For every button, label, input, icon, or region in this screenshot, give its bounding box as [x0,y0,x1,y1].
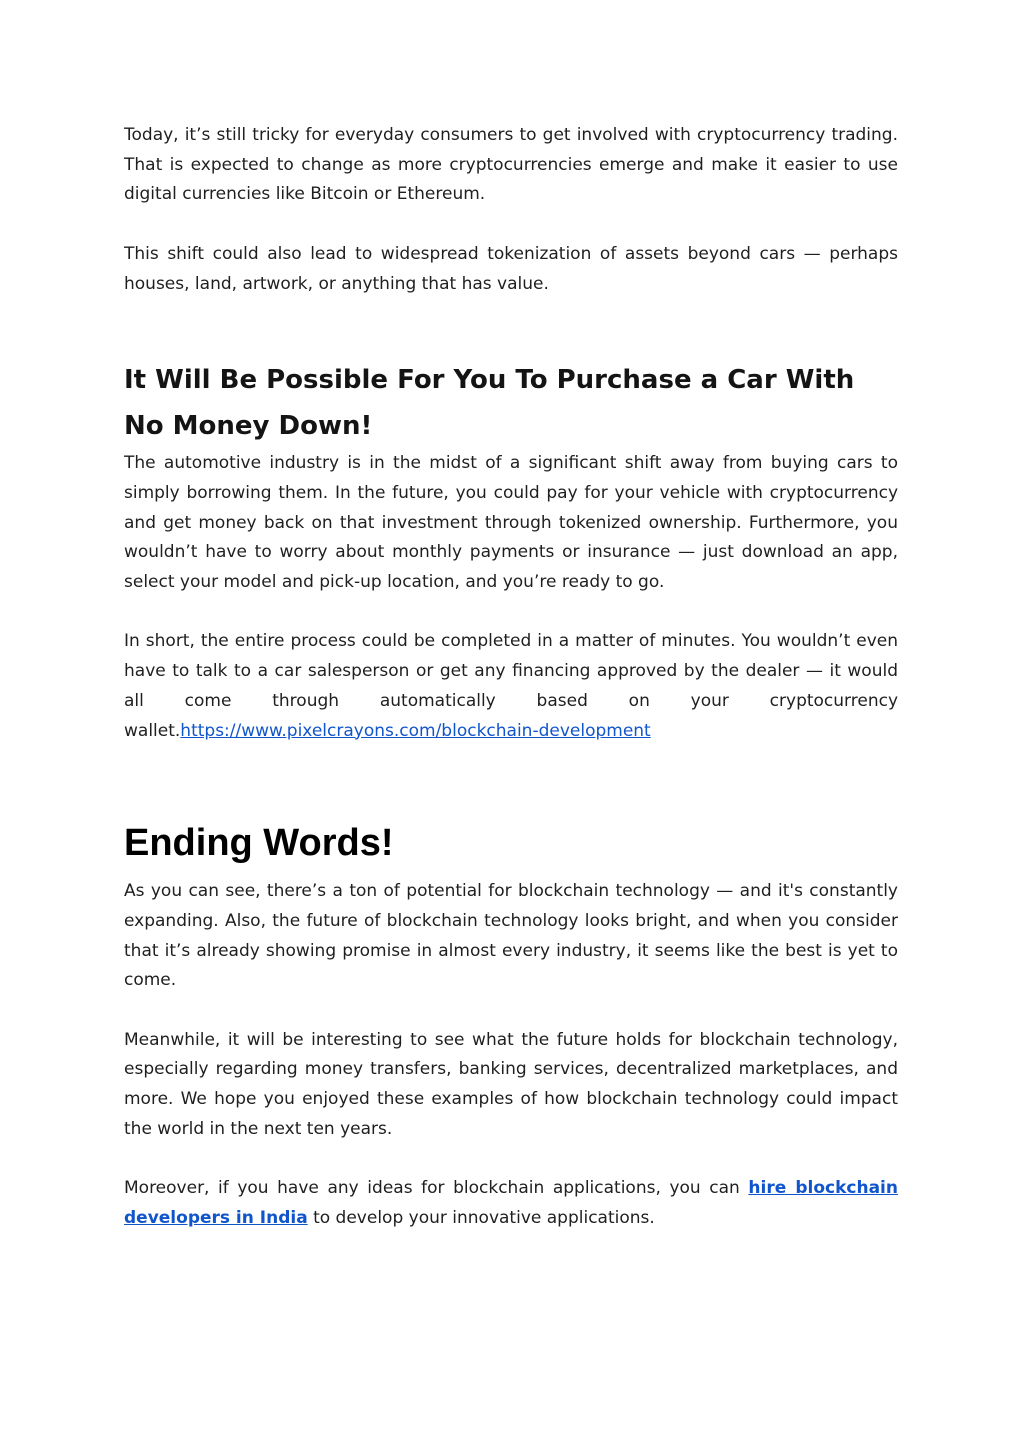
intro-paragraph-2: This shift could also lead to widespread tokenization of assets beyond cars — perhaps houses, land, artwork, or anything that has value. [124,243,898,294]
document-page [124,121,898,1234]
wallet-text: wallet. [124,720,181,741]
intro-paragraph-1: Today, it’s still tricky for everyday consumers to get involved with cryptocurrency trading. That is expected to change as more cryptocurrencies emerge and make it easier to use digital currencies like Bitcoin or Ethereum. [124,125,898,205]
car-purchase-paragraph-2 [124,627,898,746]
ending-paragraph-2: Meanwhile, it will be interesting to see what the future holds for blockchain technology, especially regarding money transfers, banking services, decentralized marketplaces, and more. We hope you enjoyed these examples of how blockchain technology could impact the world in the next ten years. [124,1029,898,1139]
ending-paragraph-1: As you can see, there’s a ton of potential for blockchain technology — and it's constantly expanding. Also, the future of blockchain technology looks bright, and when you consider that it’s already showing promise in almost every industry, it seems like the best is yet to come. [124,881,898,991]
car-purchase-paragraph-2-text: In short, the entire process could be completed in a matter of minutes. You wouldn’t even have to talk to a car salesperson or get any financing approved by the dealer — it would all come through automatically based on your cryptocurrency [124,631,898,711]
ending-paragraph-3-tail: to develop your innovative applications. [307,1207,655,1228]
pixelcrayons-blockchain-link[interactable]: https://www.pixelcrayons.com/blockchain-development [180,720,651,741]
section-heading-car-purchase: It Will Be Possible For You To Purchase a Car With No Money Down! [124,365,855,442]
ending-paragraph-3 [124,1174,898,1233]
ending-paragraph-3-lead: Moreover, if you have any ideas for blockchain applications, you can [124,1178,749,1199]
hire-blockchain-developers-link[interactable]: hire blockchain developers in India [124,1178,898,1228]
car-purchase-paragraph-1: The automotive industry is in the midst of a significant shift away from buying cars to simply borrowing them. In the future, you could pay for your vehicle with cryptocurrency and get money back on that investment through tokenized ownership. Furthermore, you wouldn’t have to worry about monthly payments or insurance — just download an app, select your model and pick-up location, and you’re ready to go. [124,453,898,593]
section-heading-ending-words: Ending Words! [124,822,394,865]
